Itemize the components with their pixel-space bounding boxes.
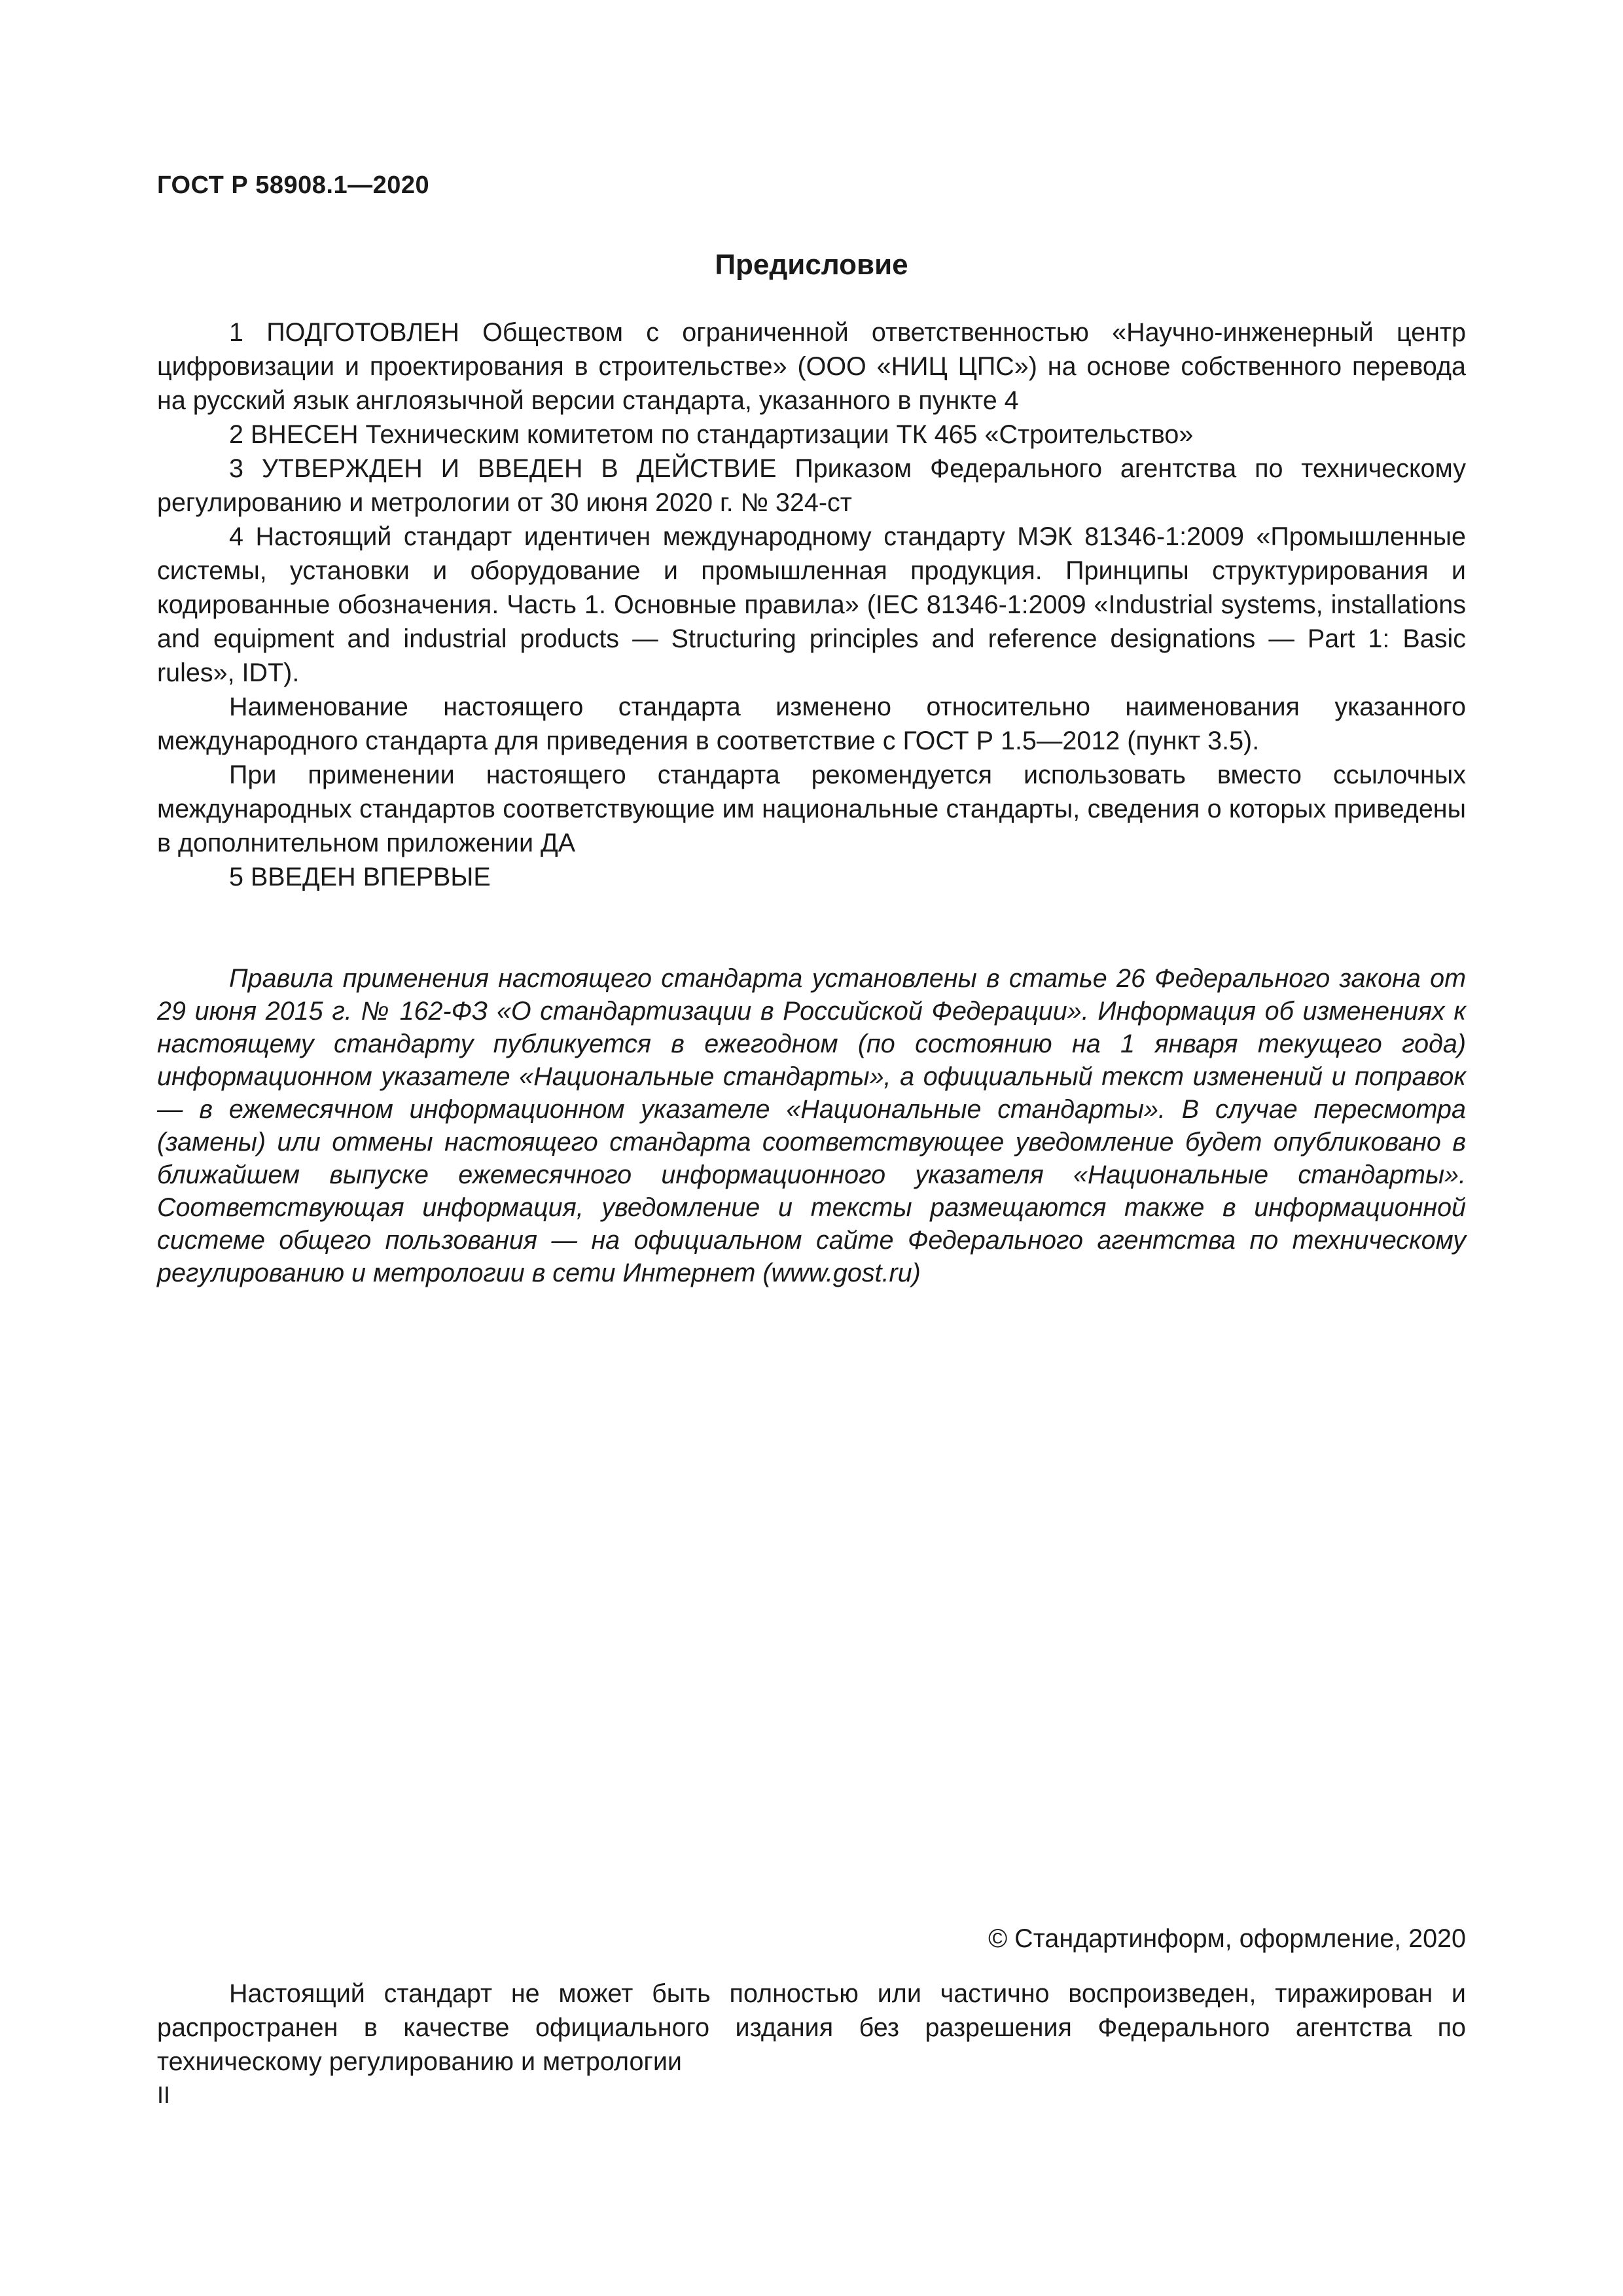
preface-content [157, 315, 1466, 1289]
copyright-line: © Стандартинформ, оформление, 2020 [988, 1924, 1466, 1953]
preface-item-2: 2 ВНЕСЕН Техническим комитетом по стандартизации ТК 465 «Строительство» [229, 420, 1194, 449]
preface-item-1: 1 ПОДГОТОВЛЕН Обществом с ограниченной ответственностью «Научно-инженерный центр цифровизации и проектирования в строительстве» (ООО «НИЦ ЦПС») на основе собственного перевода на русский язык англоязычной версии стандарта, указанного в пункте 4 [157, 318, 1466, 415]
reproduction-notice: Настоящий стандарт не может быть полностью или частично воспроизведен, тиражирован и распространен в качестве официального издания без разрешения Федерального агентства по техническому регулированию и метрологии [157, 1979, 1466, 2076]
section-title: Предисловие [715, 249, 908, 281]
preface-item-4-paragraph-3: При применении настоящего стандарта рекомендуется использовать вместо ссылочных международных стандартов соответствующие им национальные стандарты, сведения о которых приведены в дополнительном приложении ДА [157, 761, 1466, 857]
preface-item-4: 4 Настоящий стандарт идентичен международному стандарту МЭК 81346-1:2009 «Промышленные системы, установки и оборудование и промышленная продукция. Принципы структурирования и кодированные обозначения. Часть 1. Основные правила» (IEC 81346-1:2009 «Industrial systems, installations and equipment and industrial products — Structuring principles and reference designations — Part 1: Basic rules», IDT). [157, 522, 1466, 687]
preface-item-3: 3 УТВЕРЖДЕН И ВВЕДЕН В ДЕЙСТВИЕ Приказом Федерального агентства по техническому регулированию и метрологии от 30 июня 2020 г. № 324-ст [157, 454, 1466, 517]
application-rules-notice: Правила применения настоящего стандарта установлены в статье 26 Федерального закона от 29 июня 2015 г. № 162-ФЗ «О стандартизации в Российской Федерации». Информация об изменениях к настоящему стандарту публикуется в ежегодном (по состоянию на 1 января текущего года) информационном указателе «Национальные стандарты», а официальный текст изменений и поправок — в ежемесячном информационном указателе «Национальные стандарты». В случае пересмотра (замены) или отмены настоящего стандарта соответствующее уведомление будет опубликовано в ближайшем выпуске ежемесячного информационного указателя «Национальные стандарты». Соответствующая информация, уведомление и тексты размещаются также в информационной системе общего пользования — на официальном сайте Федерального агентства по техническому регулированию и метрологии в сети Интернет (www.gost.ru) [157, 964, 1466, 1287]
page-number: II [157, 2081, 171, 2108]
preface-item-5: 5 ВВЕДЕН ВПЕРВЫЕ [229, 863, 491, 891]
preface-item-4-paragraph-2: Наименование настоящего стандарта изменено относительно наименования указанного международного стандарта для приведения в соответствие с ГОСТ Р 1.5—2012 (пункт 3.5). [157, 692, 1466, 755]
document-code: ГОСТ Р 58908.1—2020 [157, 171, 430, 199]
